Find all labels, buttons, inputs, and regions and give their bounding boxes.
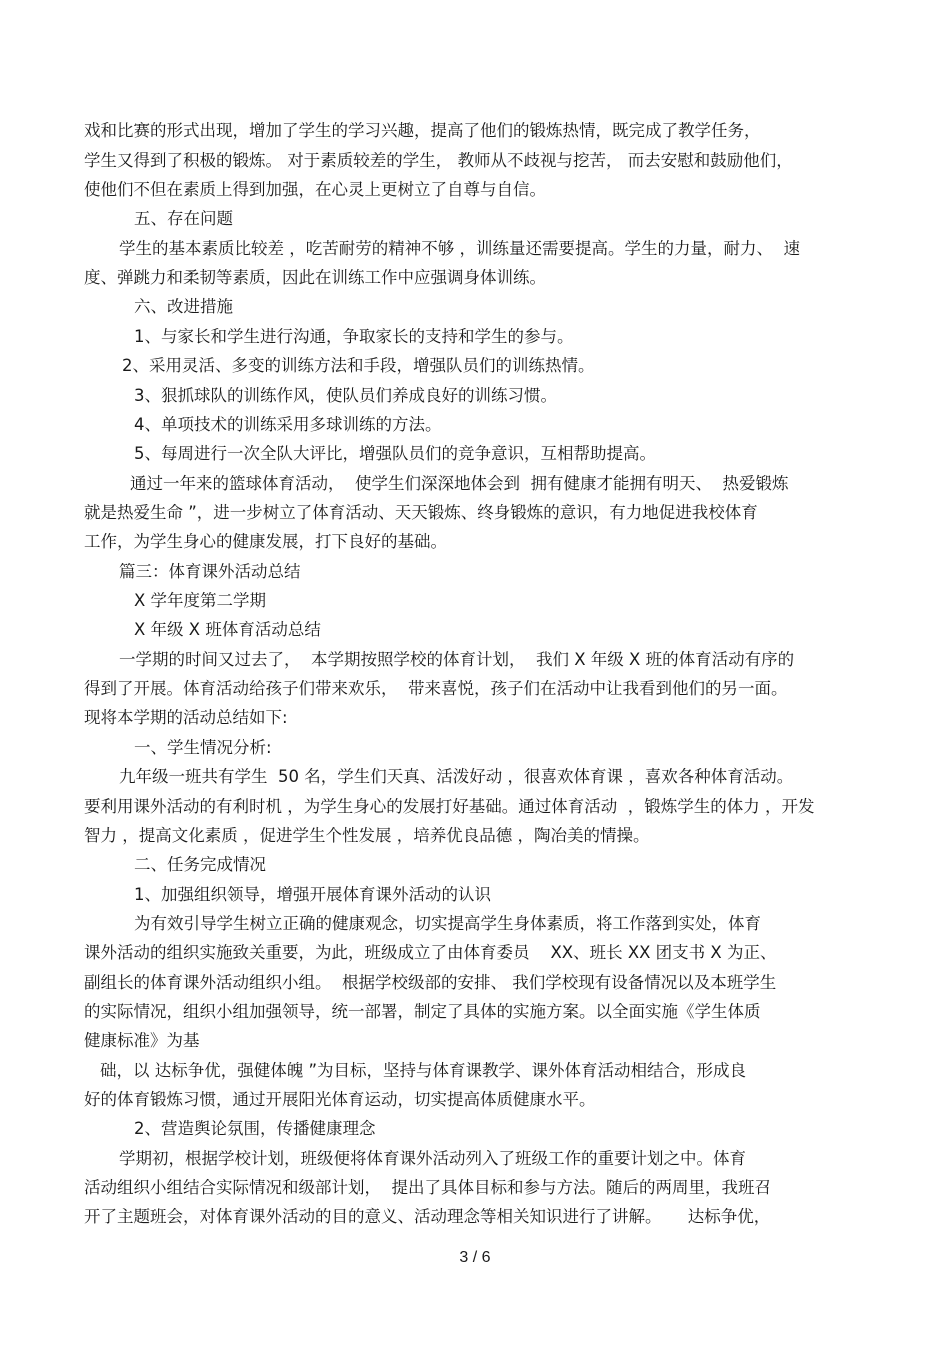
list-item: 4、单项技术的训练采用多球训练的方法。 bbox=[134, 415, 442, 434]
subsection-heading: 1、加强组织领导，增强开展体育课外活动的认识 bbox=[134, 885, 491, 904]
text-line: 学期初，根据学校计划，班级便将体育课外活动列入了班级工作的重要计划之中。体育 bbox=[119, 1149, 746, 1168]
section-heading: 篇三：体育课外活动总结 bbox=[119, 562, 301, 581]
section-heading: 六、改进措施 bbox=[134, 297, 233, 316]
text-line: 使他们不但在素质上得到加强，在心灵上更树立了自尊与自信。 bbox=[84, 180, 546, 199]
section-heading: 五、存在问题 bbox=[134, 209, 233, 228]
text-line: 学生又得到了积极的锻炼。 对于素质较差的学生， 教师从不歧视与挖苦， 而去安慰和鼓励他们， bbox=[84, 151, 793, 170]
text-line: 戏和比赛的形式出现，增加了学生的学习兴趣，提高了他们的锻炼热情，既完成了教学任务， bbox=[84, 121, 761, 140]
text-line: 健康标准》为基 bbox=[84, 1031, 200, 1050]
text-line: 活动组织小组结合实际情况和级部计划， 提出了具体目标和参与方法。随后的两周里，我班召 bbox=[84, 1178, 771, 1197]
text-line: 学生的基本素质比较差 ，吃苦耐劳的精神不够 ，训练量还需要提高。学生的力量，耐力、 速 bbox=[119, 239, 800, 258]
text-line: 工作，为学生身心的健康发展，打下良好的基础。 bbox=[84, 532, 447, 551]
list-item: 2、采用灵活、多变的训练方法和手段，增强队员们的训练热情。 bbox=[122, 356, 595, 375]
text-line: 智力 ，提高文化素质 ，促进学生个性发展 ，培养优良品德 ，陶冶美的情操。 bbox=[84, 826, 650, 845]
section-heading: 一、学生情况分析: bbox=[134, 738, 272, 757]
text-line: 要利用课外活动的有利时机 ，为学生身心的发展打好基础。通过体育活动 ，锻炼学生的体力 ，开发 bbox=[84, 797, 815, 816]
text-line: 九年级一班共有学生 50 名，学生们天真、活泼好动 ，很喜欢体育课 ，喜欢各种体育活动。 bbox=[119, 767, 794, 786]
page-number: 3 / 6 bbox=[459, 1249, 491, 1266]
text-line: 的实际情况，组织小组加强领导，统一部署，制定了具体的实施方案。以全面实施《学生体质 bbox=[84, 1002, 761, 1021]
subsection-heading: 2、营造舆论氛围，传播健康理念 bbox=[134, 1119, 376, 1138]
text-line: 副组长的体育课外活动组织小组。 根据学校级部的安排、 我们学校现有设备情况以及本班学生 bbox=[84, 973, 777, 992]
subtitle: X 年级 X 班体育活动总结 bbox=[134, 620, 321, 639]
list-item: 5、每周进行一次全队大评比，增强队员们的竞争意识，互相帮助提高。 bbox=[134, 444, 656, 463]
text-line: 开了主题班会，对体育课外活动的目的意义、活动理念等相关知识进行了讲解。 达标争优， bbox=[84, 1207, 771, 1226]
subtitle: X 学年度第二学期 bbox=[134, 591, 267, 610]
section-heading: 二、任务完成情况 bbox=[134, 855, 266, 874]
text-line: 得到了开展。体育活动给孩子们带来欢乐， 带来喜悦，孩子们在活动中让我看到他们的另一面。 bbox=[84, 679, 788, 698]
text-line: 通过一年来的篮球体育活动， 使学生们深深地体会到 拥有健康才能拥有明天、 热爱锻炼 bbox=[130, 474, 789, 493]
text-line: 课外活动的组织实施致关重要，为此，班级成立了由体育委员 XX、班长 XX 团支书 X 为正、 bbox=[84, 943, 777, 962]
text-line: 度、弹跳力和柔韧等素质，因此在训练工作中应强调身体训练。 bbox=[84, 268, 546, 287]
text-line: 一学期的时间又过去了， 本学期按照学校的体育计划， 我们 X 年级 X 班的体育活动有序的 bbox=[119, 650, 795, 669]
text-line: 现将本学期的活动总结如下: bbox=[84, 708, 288, 727]
list-item: 1、与家长和学生进行沟通，争取家长的支持和学生的参与。 bbox=[134, 327, 574, 346]
list-item: 3、狠抓球队的训练作风，使队员们养成良好的训练习惯。 bbox=[134, 386, 557, 405]
text-line: 就是热爱生命 ”，进一步树立了体育活动、天天锻炼、终身锻炼的意识，有力地促进我校体育 bbox=[84, 503, 758, 522]
text-line: 为有效引导学生树立正确的健康观念，切实提高学生身体素质，将工作落到实处，体育 bbox=[134, 914, 761, 933]
text-line: 好的体育锻炼习惯，通过开展阳光体育运动，切实提高体质健康水平。 bbox=[84, 1090, 596, 1109]
text-line: 础，以 达标争优，强健体魄 ”为目标，坚持与体育课教学、课外体育活动相结合，形成良 bbox=[100, 1061, 747, 1080]
